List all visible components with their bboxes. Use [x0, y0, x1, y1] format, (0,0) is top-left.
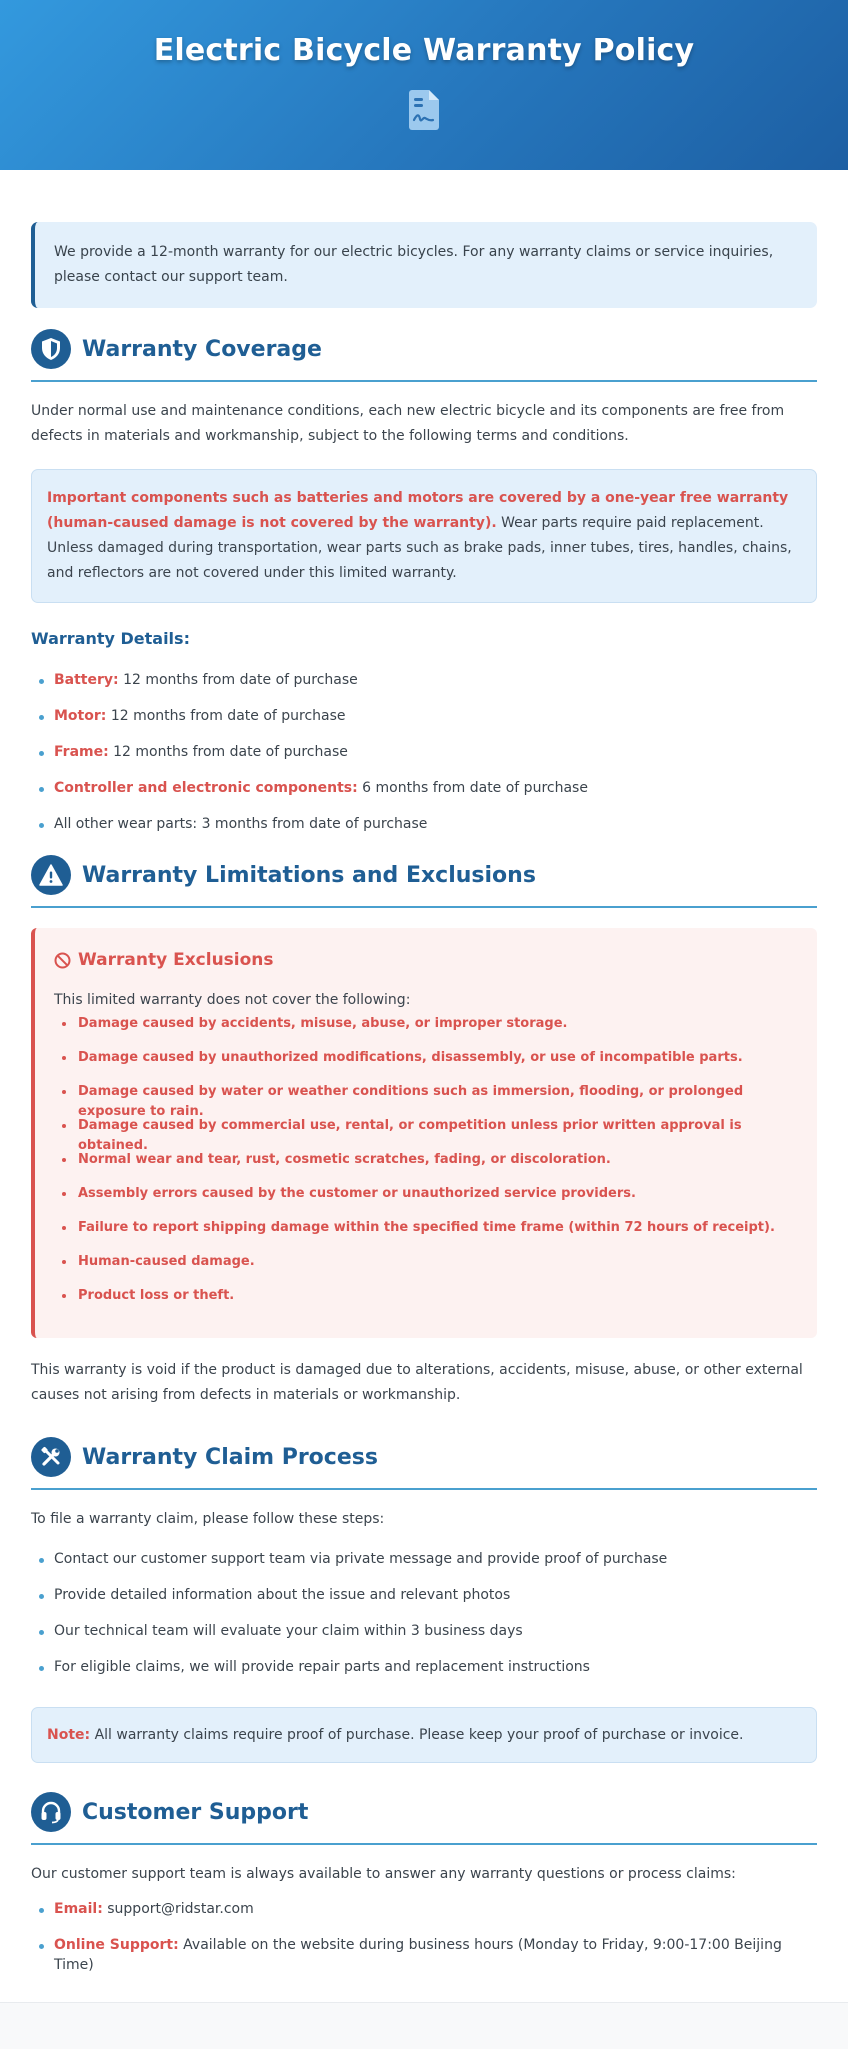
email-value[interactable]: support@ridstar.com — [102, 1901, 254, 1917]
support-section — [31, 1791, 817, 1971]
tools-icon — [31, 1437, 71, 1477]
list-item: Damage caused by accidents, misuse, abuse, or improper storage. — [54, 1014, 797, 1048]
list-item: Damage caused by commercial use, rental, or competition unless prior written approval is obtained. — [54, 1116, 797, 1150]
coverage-text: Under normal use and maintenance conditions, each new electric bicycle and its components are free from defects in materials and workmanship, subject to the following terms and conditions. — [31, 403, 785, 444]
details-list — [31, 670, 817, 850]
list-item — [31, 814, 817, 850]
transport-text: Unless damaged during transportation, wear parts such as brake pads, inner tubes, tires, handles, chains, and reflectors are not covered under this limited warranty. — [47, 540, 792, 581]
list-item: Damage caused by unauthorized modifications, disassembly, or use of incompatible parts. — [54, 1048, 797, 1082]
details-title: Warranty Details: — [31, 629, 190, 648]
section-title: Customer Support — [82, 1799, 309, 1825]
headset-icon — [31, 1792, 71, 1832]
support-intro: Our customer support team is always available to answer any warranty questions or process claims: — [31, 1866, 736, 1882]
prohibited-icon — [54, 952, 71, 969]
list-item — [31, 742, 817, 778]
list-item: For eligible claims, we will provide repair parts and replacement instructions — [31, 1657, 817, 1693]
coverage-section — [31, 328, 817, 850]
section-title: Warranty Claim Process — [82, 1444, 378, 1470]
detail-label: Frame: — [54, 744, 109, 760]
void-text: This warranty is void if the product is damaged due to alterations, accidents, misuse, abuse, or other external causes not arising from defects in materials or workmanship. — [31, 1362, 803, 1403]
list-item — [31, 706, 817, 742]
exclusions-intro: This limited warranty does not cover the following: — [54, 992, 411, 1008]
online-support-label: Online Support: — [54, 1937, 179, 1953]
list-item: Failure to report shipping damage within the specified time frame (within 72 hours of receipt). — [54, 1218, 797, 1252]
wear-parts-text: Wear parts require paid replacement. — [496, 515, 764, 531]
document-signature-icon — [409, 90, 439, 130]
detail-text: 12 months from date of purchase — [106, 708, 346, 724]
email-label: Email: — [54, 1901, 103, 1917]
list-item — [31, 670, 817, 706]
note-label: Note: — [47, 1727, 91, 1743]
section-title: Warranty Limitations and Exclusions — [82, 862, 536, 888]
detail-text: 6 months from date of purchase — [357, 780, 588, 796]
detail-label: Battery: — [54, 672, 119, 688]
list-item — [31, 778, 817, 814]
limitations-section — [31, 854, 817, 1408]
intro-box: We provide a 12-month warranty for our electric bicycles. For any warranty claims or service inquiries, please contact our support team. — [31, 222, 817, 308]
shield-icon — [31, 329, 71, 369]
online-support-value: Available on the website during business hours (Monday to Friday, 9:00-17:00 Beijing Time) — [54, 1937, 782, 1973]
section-divider — [31, 1488, 817, 1490]
section-title: Warranty Coverage — [82, 336, 322, 362]
list-item: Damage caused by water or weather conditions such as immersion, flooding, or prolonged exposure to rain. — [54, 1082, 797, 1116]
list-item: Human-caused damage. — [54, 1252, 797, 1286]
note-box — [31, 1707, 817, 1763]
page-footer — [0, 2002, 848, 2049]
detail-text: 12 months from date of purchase — [108, 744, 348, 760]
claim-steps — [31, 1549, 817, 1693]
section-divider — [31, 906, 817, 908]
exclusions-list — [54, 1014, 797, 1320]
detail-label: Motor: — [54, 708, 107, 724]
detail-text: All other wear parts: 3 months from date of purchase — [54, 816, 428, 832]
list-item — [31, 1899, 817, 1935]
coverage-callout — [31, 469, 817, 603]
detail-label: Controller and electronic components: — [54, 780, 358, 796]
exclusions-title: Warranty Exclusions — [78, 950, 274, 970]
section-divider — [31, 1843, 817, 1845]
note-text: All warranty claims require proof of purchase. Please keep your proof of purchase or invoice. — [90, 1727, 744, 1743]
exclusions-box — [31, 928, 817, 1338]
support-list — [31, 1899, 817, 1971]
section-divider — [31, 380, 817, 382]
page-title: Electric Bicycle Warranty Policy — [153, 33, 695, 68]
list-item: Normal wear and tear, rust, cosmetic scratches, fading, or discoloration. — [54, 1150, 797, 1184]
list-item: Provide detailed information about the issue and relevant photos — [31, 1585, 817, 1621]
claim-intro: To file a warranty claim, please follow these steps: — [31, 1511, 385, 1527]
list-item: Our technical team will evaluate your claim within 3 business days — [31, 1621, 817, 1657]
detail-text: 12 months from date of purchase — [118, 672, 358, 688]
list-item — [31, 1935, 817, 1971]
important-text: Important components such as batteries and motors are covered by a one-year free warranty (human-caused damage is not covered by the warranty). — [47, 490, 789, 531]
page-header — [0, 0, 848, 170]
list-item: Assembly errors caused by the customer or unauthorized service providers. — [54, 1184, 797, 1218]
list-item: Contact our customer support team via private message and provide proof of purchase — [31, 1549, 817, 1585]
claim-section — [31, 1436, 817, 1763]
list-item: Product loss or theft. — [54, 1286, 797, 1320]
warning-icon — [31, 855, 71, 895]
